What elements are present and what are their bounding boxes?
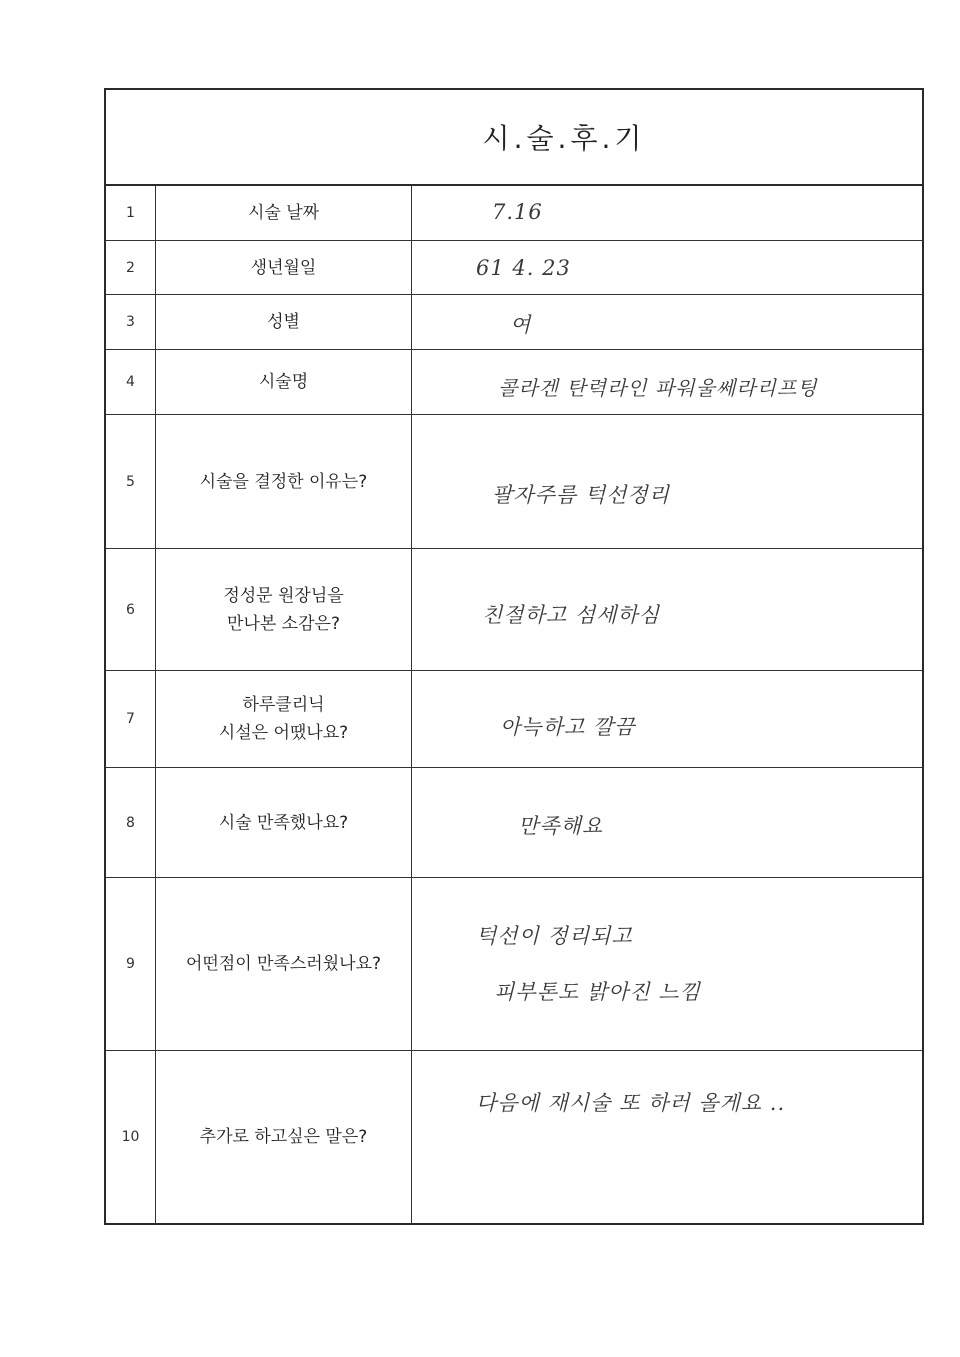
row-number: 5 (106, 415, 156, 548)
answer-cell (412, 241, 922, 294)
answer-cell (412, 1051, 922, 1223)
row-number: 2 (106, 241, 156, 294)
question-line: 시술명 (258, 372, 309, 392)
row-number: 3 (106, 295, 156, 349)
row-number: 6 (106, 549, 156, 670)
handwritten-answer: 친절하고 섬세하심 (482, 603, 660, 627)
form-row-10 (106, 1051, 922, 1223)
handwritten-answer: 여 (510, 313, 532, 337)
handwritten-answer: 턱선이 정리되고 (476, 924, 633, 948)
question-label (156, 878, 412, 1050)
form-row-3 (106, 295, 922, 350)
row-number: 9 (106, 878, 156, 1050)
question-line: 만나본 소감은? (227, 613, 340, 634)
handwritten-answer: 콜라겐 탄력라인 파워울쎄라리프팅 (498, 376, 818, 400)
question-line: 어떤점이 만족스러웠나요? (185, 954, 382, 974)
handwritten-answer: 다음에 재시술 또 하러 올게요 .. (476, 1091, 786, 1115)
form-row-2 (106, 241, 922, 295)
handwritten-answer: 팔자주름 턱선정리 (492, 483, 670, 507)
form-row-6 (106, 549, 922, 671)
form-row-1 (106, 186, 922, 241)
question-line: 정성문 원장님을 (223, 585, 344, 606)
form-title: 시.술.후.기 (106, 90, 922, 186)
row-number: 10 (106, 1051, 156, 1223)
row-number: 1 (106, 186, 156, 240)
question-label (156, 241, 412, 294)
answer-cell (412, 768, 922, 877)
question-label (156, 186, 412, 240)
handwritten-answer: 7.16 (492, 200, 543, 224)
question-line: 생년월일 (250, 257, 317, 278)
question-label (156, 415, 412, 548)
form-row-4 (106, 350, 922, 415)
form-row-5 (106, 415, 922, 549)
question-label (156, 350, 412, 414)
form-row-9 (106, 878, 922, 1051)
form-row-8 (106, 768, 922, 878)
question-line: 시술을 결정한 이유는? (199, 471, 368, 492)
answer-cell (412, 186, 922, 240)
row-number: 7 (106, 671, 156, 767)
question-label (156, 768, 412, 877)
answer-cell (412, 295, 922, 349)
question-line: 하루클리닉 (242, 695, 325, 715)
answer-cell (412, 350, 922, 414)
answer-cell (412, 415, 922, 548)
form-row-7 (106, 671, 922, 768)
answer-cell (412, 878, 922, 1050)
question-line: 성별 (267, 312, 300, 332)
question-line: 추가로 하고싶은 말은? (199, 1127, 368, 1147)
question-line: 시술 만족했나요? (218, 812, 349, 833)
question-line: 시술 날짜 (247, 203, 320, 223)
row-number: 8 (106, 768, 156, 877)
handwritten-answer: 아늑하고 깔끔 (500, 715, 636, 739)
handwritten-answer: 61 4. 23 (476, 256, 571, 280)
handwritten-answer: 만족해요 (518, 814, 604, 838)
question-line: 시설은 어땠나요? (218, 723, 349, 743)
question-label (156, 671, 412, 767)
question-label (156, 549, 412, 670)
question-label (156, 1051, 412, 1223)
row-number: 4 (106, 350, 156, 414)
answer-cell (412, 549, 922, 670)
review-form (104, 88, 924, 1225)
answer-cell (412, 671, 922, 767)
handwritten-answer: 피부톤도 밝아진 느낌 (494, 980, 701, 1004)
question-label (156, 295, 412, 349)
